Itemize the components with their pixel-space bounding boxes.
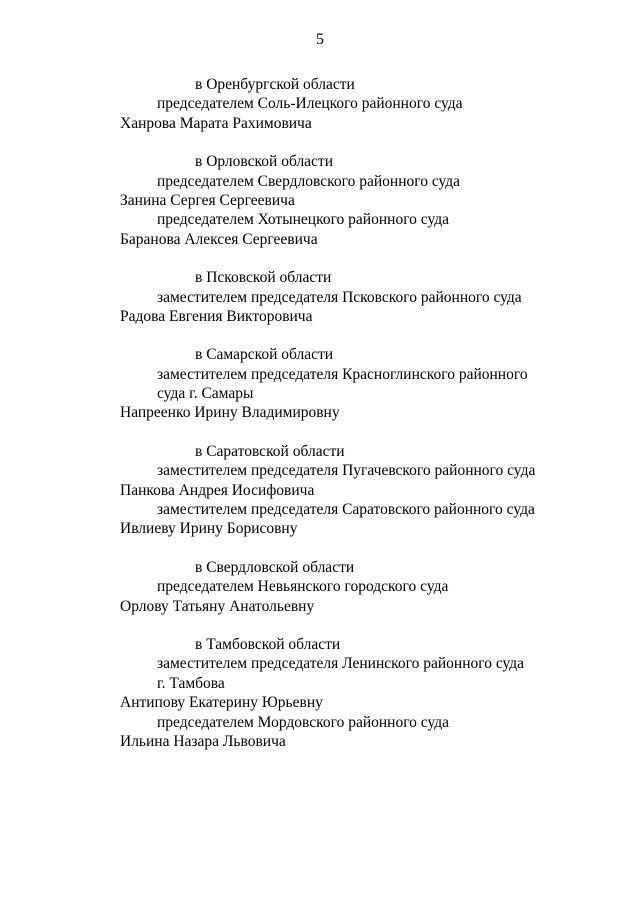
appointee-name: Занина Сергея Сергеевича bbox=[120, 191, 295, 209]
position-title: заместителем председателя Красноглинского районного bbox=[157, 365, 528, 383]
position-title: заместителем председателя Псковского районного суда bbox=[157, 288, 522, 306]
position-title: председателем Мордовского районного суда bbox=[157, 713, 450, 731]
region-section bbox=[0, 345, 640, 423]
region-heading: в Орловской области bbox=[195, 153, 334, 171]
appointee-name: Ханрова Марата Рахимовича bbox=[120, 114, 312, 132]
appointee-name: Орлову Татьяну Анатольевну bbox=[120, 597, 315, 615]
position-title: заместителем председателя Саратовского районного суда bbox=[157, 501, 535, 519]
position-title: председателем Свердловского районного суда bbox=[157, 172, 461, 190]
appointee-name: Радова Евгения Викторовича bbox=[120, 307, 313, 325]
position-title: г. Тамбова bbox=[157, 674, 225, 692]
appointee-name: Панкова Андрея Иосифовича bbox=[120, 481, 315, 499]
region-section bbox=[0, 558, 640, 616]
region-heading: в Псковской области bbox=[195, 269, 332, 287]
page-number: 5 bbox=[316, 31, 324, 48]
region-heading: в Оренбургской области bbox=[195, 76, 355, 93]
appointee-name: Баранова Алексея Сергеевича bbox=[120, 230, 318, 248]
region-heading: в Саратовской области bbox=[195, 442, 345, 460]
position-title: председателем Соль-Илецкого районного суда bbox=[157, 95, 463, 113]
appointee-name: Напреенко Ирину Владимировну bbox=[120, 404, 340, 422]
position-title: заместителем председателя Пугачевского районного суда bbox=[157, 462, 536, 480]
position-title: председателем Невьянского городского суда bbox=[157, 578, 449, 596]
appointee-name: Антипову Екатерину Юрьевну bbox=[120, 694, 323, 712]
region-section bbox=[0, 75, 640, 133]
position-title: заместителем председателя Ленинского районного суда bbox=[157, 655, 525, 673]
region-section bbox=[0, 268, 640, 326]
region-heading: в Самарской области bbox=[195, 346, 334, 364]
appointments-list bbox=[0, 75, 640, 770]
appointee-name: Ивлиеву Ирину Борисовну bbox=[120, 520, 298, 538]
region-heading: в Тамбовской области bbox=[195, 635, 341, 653]
region-section bbox=[0, 442, 640, 539]
position-title: председателем Хотынецкого районного суда bbox=[157, 211, 450, 229]
appointee-name: Ильина Назара Львовича bbox=[120, 732, 286, 750]
region-section bbox=[0, 635, 640, 751]
region-section bbox=[0, 152, 640, 249]
region-heading: в Свердловской области bbox=[195, 558, 355, 576]
position-title: суда г. Самары bbox=[157, 385, 254, 403]
